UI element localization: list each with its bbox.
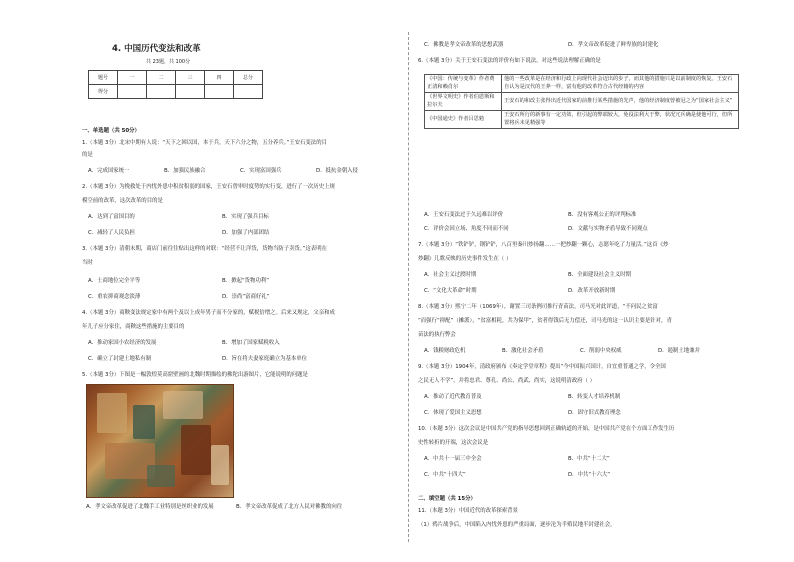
option-a[interactable]: A．孝文帝改革促进了北魏手工业特别是丝织业的发展: [86, 504, 214, 510]
table-cell-source: 《中国通史》作者吕思勉: [425, 111, 502, 129]
score-header: 题号: [89, 71, 118, 85]
option-a[interactable]: A．社会主义过渡时期: [424, 272, 477, 278]
question-stem: 年儿子应分家住，商鞅这些措施的主要目的: [82, 324, 185, 330]
left-column: [82, 0, 398, 562]
right-column: [418, 0, 740, 562]
option-c[interactable]: C．佛教是孝文帝改革的思想武器: [424, 42, 504, 48]
option-d[interactable]: D．中共“十六大”: [568, 472, 611, 478]
page-title: 4. 中国历代变法和改革: [112, 44, 201, 54]
question-stem: 5.（本题 3分）下图是一幅敦煌莫高窟壁画的北魏时期描绘的佛陀出游图片，它能说明的问题是: [82, 372, 308, 378]
question-stem: 3.（本题 3分）清朝末期，商店门前往往贴出这样的对联：“经营不让洋货，货物当防子卖货。”这表明在: [82, 246, 327, 252]
option-c[interactable]: C．评价会因立场、角度不同而不同: [424, 226, 509, 232]
question-stem: 模空前的改革，这次改革的目的是: [82, 198, 163, 204]
evaluation-table: [424, 74, 739, 129]
option-b[interactable]: B．加强民族融合: [164, 168, 206, 174]
table-cell-text: 王安石所行的新事有一定功效，但引起的弊端较大，免役法利大于弊，状况冗兵确是使他可行，但所置将兵未见精强等: [502, 111, 739, 129]
option-c[interactable]: C．“文化大革命”时期: [424, 288, 477, 294]
question-stem: ”而强行“抑配”（摊派），“贫富相耗，共为保甲”，贫者得钱后无力偿还，司马光的这一认识主要是针对，青: [418, 318, 672, 324]
option-d[interactable]: D．抵抗金朝入侵: [316, 168, 358, 174]
dunhuang-mural-image: [86, 384, 234, 498]
option-c[interactable]: C．体现了爱国主义思想: [424, 410, 482, 416]
score-cell[interactable]: [205, 85, 234, 99]
score-table: [88, 70, 263, 99]
table-row: [425, 75, 739, 93]
option-c[interactable]: C．削弱中央权威: [580, 348, 622, 354]
question-stem: 史性转折的开端，这次会议是: [418, 440, 489, 446]
option-b[interactable]: B．孝文帝改革促成了北方人民对佛教的向往: [236, 504, 343, 510]
question-stem: 6.（本题 3分）关于王安石变法的评价有如下说法，对这些说法理解正确的是: [418, 58, 601, 64]
option-a[interactable]: A．士商地位完全平等: [88, 278, 141, 284]
option-c[interactable]: C．重农抑商观念淡薄: [88, 294, 141, 300]
option-b[interactable]: B．中共“十二大”: [568, 456, 610, 462]
question-stem: 1.（本题 3分）北宋中期有人说：“天下之困以国，本于兵，天下六分之物，五分养兵。”王安石变法的目: [82, 140, 327, 146]
option-a[interactable]: A．中共十一届三中全会: [424, 456, 482, 462]
question-stem: 4.（本题 3分）商鞅变法规定家中有两个及以上成年男子而不分家的，赋税倍增之。后来又规定，父亲和成: [82, 310, 335, 316]
option-a[interactable]: A．推动家国小农经济的发展: [88, 340, 157, 346]
section-title: 二、填空题（共 15分）: [418, 496, 476, 502]
option-a[interactable]: A．达到了富国目的: [88, 214, 135, 220]
option-d[interactable]: D．固守旧式教育理念: [568, 410, 621, 416]
option-b[interactable]: B．激化社会矛盾: [502, 348, 544, 354]
table-cell-text: 他的一些改革是在经济和行政上向现代社会迈出的步子，而其他的措施只是以前制度的恢复。王安石自认为是汉代的王莽一样，富有他的改革符合古代经籍的内容: [502, 75, 739, 93]
table-cell-source: 《中国：传统与变革》作者费正清和赖肖尔: [425, 75, 502, 93]
option-c[interactable]: C．减轻了人民负担: [88, 230, 135, 236]
table-row: [425, 111, 739, 129]
option-b[interactable]: B．实现了强兵目标: [222, 214, 269, 220]
question-stem: 9.（本题 3分）1904年，清政府颁布《奏定学堂章程》提出“今中国振兴国计，自宜重普通之学，令全国: [418, 364, 666, 370]
option-d[interactable]: D．加强了内部团结: [222, 230, 270, 236]
option-c[interactable]: C．确立了封建土地私有制: [88, 356, 152, 362]
option-a[interactable]: A．王安石变法过于久远难以评价: [424, 212, 504, 218]
option-c[interactable]: C．中共“十四大”: [424, 472, 466, 478]
option-d[interactable]: D．文献与实物矛盾导致不同观点: [568, 226, 648, 232]
column-divider: [408, 32, 409, 542]
option-a[interactable]: A．完成国家统一: [88, 168, 130, 174]
question-stem: 7.（本题 3分）“铁铲铲，钢铲铲，八百里秦川炒扬翻……一把炒翻一颗心，志愿年吃了力量活。”这首《炒: [418, 242, 669, 248]
option-d[interactable]: D．孝文帝改革促进了鲜卑族的封建化: [568, 42, 659, 48]
option-a[interactable]: A．钱粮财政危机: [424, 348, 466, 354]
option-d[interactable]: D．旨在将夫妻家庭确立为基本单位: [222, 356, 308, 362]
table-cell-text: 王安石的和改主张得出近代国家的前推行某些措施的先声，他的经济制度曾被冠之为“国家社会主义”: [502, 93, 739, 111]
score-header: 一: [118, 71, 147, 85]
question-stem: 2.（本题 3分）为挽救处于内忧外患中积贫积弱的国家，王安石曾审时度势的实行变，进行了一次历史上规: [82, 184, 335, 190]
question-stem: 当时: [82, 260, 93, 266]
table-cell-source: 《世界文明史》作者伯恩斯和拉尔夫: [425, 93, 502, 111]
question-stem: 苗法的执行弊会: [418, 332, 456, 338]
score-header: 二: [147, 71, 176, 85]
question-stem: 11.（本题 3分）中国近代的改革探索背景: [418, 508, 518, 514]
option-c[interactable]: C．实现富国强兵: [240, 168, 282, 174]
option-b[interactable]: B．转变人才培养机制: [568, 394, 621, 400]
table-row: [425, 93, 739, 111]
score-cell[interactable]: [118, 85, 147, 99]
option-b[interactable]: B．没有客观公正的评判标准: [568, 212, 637, 218]
score-row-label: 得分: [89, 85, 118, 99]
option-b[interactable]: B．增加了国家赋税收入: [222, 340, 280, 346]
option-b[interactable]: B．掀起“货物功利”: [222, 278, 270, 284]
option-d[interactable]: D．遏制土地兼并: [658, 348, 700, 354]
question-stem: 10.（本题 3分）这次会议是中国共产党的指导思想回到正确轨道的开始，是中国共产党在个方面工作发生历: [418, 426, 675, 432]
score-cell[interactable]: [234, 85, 263, 99]
question-stem: 之民无人不学”，并将忠君、尊孔、尚公、尚武、尚实，这说明清政府（ ）: [418, 378, 596, 384]
section-title: 一、单选题（共 50分）: [82, 128, 140, 134]
question-stem: 8.（本题 3分）熙宁二年（1069年），谢置三司条例司推行青苗法，司马光对此评道，“不问民之贫富: [418, 304, 658, 310]
score-header: 总分: [234, 71, 263, 85]
score-header: 三: [176, 71, 205, 85]
score-cell[interactable]: [147, 85, 176, 99]
question-stem: 炒翻》儿歌反映的历史事件发生在（ ）: [418, 256, 512, 262]
page-subtitle: 共 23题，共 100分: [146, 59, 191, 65]
question-stem: （1）鸦片战争后，中国陷入内忧外患的严重局面，逐步沦为半殖民地半封建社会。: [418, 522, 616, 528]
option-d[interactable]: D．崇尚“富商好礼”: [222, 294, 270, 300]
option-d[interactable]: D．改革开放新时期: [568, 288, 616, 294]
score-header: 四: [205, 71, 234, 85]
score-cell[interactable]: [176, 85, 205, 99]
option-b[interactable]: B．全面建设社会主义时期: [568, 272, 631, 278]
option-a[interactable]: A．推动了近代教育普及: [424, 394, 482, 400]
question-stem: 的是: [82, 152, 93, 158]
